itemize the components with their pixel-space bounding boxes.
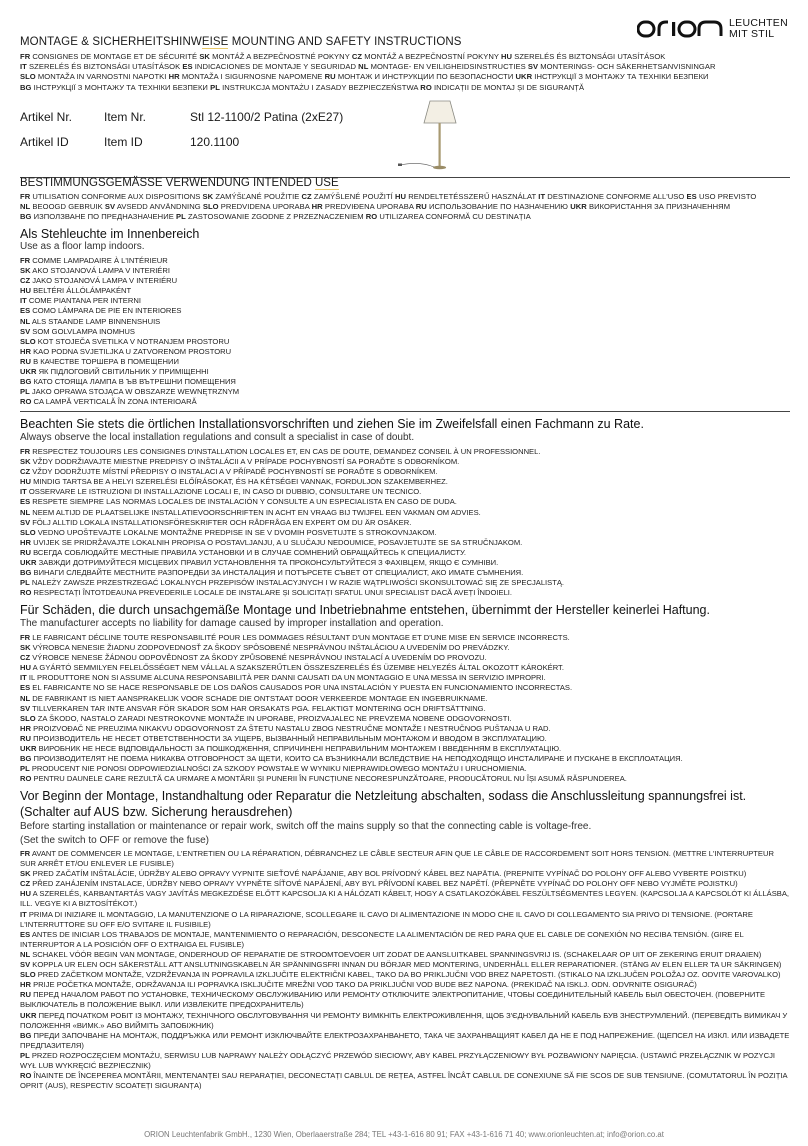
divider — [20, 411, 790, 412]
language-code: SK — [20, 869, 31, 879]
list-item — [20, 879, 790, 889]
list-item — [20, 487, 790, 497]
language-code: ES — [20, 306, 31, 316]
language-code: SK — [199, 52, 210, 61]
language-code: IT — [538, 192, 546, 201]
translation-text: DE FABRIKANT IS NIET AANSPRAKELIJK VOOR SCHADE DIE ONTSTAAT DOOR VERKEERDE MONTAGE EN INGEBRUIKNAME. — [30, 693, 488, 703]
language-code: CZ — [351, 52, 363, 61]
language-code: RU — [20, 356, 31, 366]
language-code: SV — [104, 202, 116, 212]
article-nr-label-en: Item Nr. — [104, 110, 147, 124]
translation-text: PRODUCENT NIE PONOSI ODPOWIEDZIALNOŚCI ZA SZKODY POWSTAŁE W WYNIKU NIEPRAWIDŁOWEGO MONTAŻU I URUCHOMIENIA. — [29, 764, 527, 774]
translation-text: RESPECTAȚI ÎNTOTDEAUNA PREVEDERILE LOCALE DE INSTALARE ȘI SOLICITAȚI SFATUL UNUI SPECIALIST DACĂ AVEȚI ÎNDOIELI. — [31, 588, 513, 598]
list-item — [20, 704, 790, 714]
list-item — [20, 347, 790, 357]
translation-text: A SZERELÉS, KARBANTARTÁS VAGY JAVÍTÁS MEGKEZDÉSE ELŐTT KAPCSOLJA KI A HÁLÓZATI KÁBELT, HOGY A CSATLAKOZÓKÁBEL FESZÜLTSÉGMENTES LEGYEN. (KAPCSOLJA A KAPCSOLÓT KI ÁLLÁSBA, ILL. VEGYE KI A BIZTOSÍTÉKOT.) — [20, 889, 790, 909]
language-code: HR — [168, 72, 180, 82]
list-item — [20, 889, 790, 909]
translation-text: TILLVERKAREN TAR INTE ANSVAR FÖR SKADOR SOM HAR ORSAKATS PGA. FELAKTIGT MONTERING OCH DRIFTSÄTTNING. — [30, 703, 486, 713]
list-item — [20, 518, 790, 528]
translation-text: ПРОИЗВОДИТЕЛЬ НЕ НЕСЕТ ОТВЕТСТВЕННОСТИ ЗА УЩЕРБ, ВЫЗВАННЫЙ НЕПРАВИЛЬНЫМ МОНТАЖОМ И ВВОДОМ В ЭКСПЛУАТАЦИЮ. — [30, 733, 547, 743]
translation-text: JAKO OPRAWA STOJĄCA W OBSZARZE WEWNĘTRZNYM — [29, 387, 240, 397]
list-item — [20, 950, 790, 960]
list-item — [20, 588, 790, 598]
list-item — [20, 538, 790, 548]
language-code: NL — [20, 693, 31, 703]
language-code: SK — [20, 457, 31, 467]
language-code: SLO — [20, 336, 36, 346]
language-code: HU — [20, 477, 31, 487]
language-code: HR — [20, 537, 31, 547]
list-item — [20, 910, 790, 930]
translation-text: A GYÁRTÓ SEMMILYEN FELELŐSSÉGET NEM VÁLLAL A SZAKSZERŰTLEN ÖSSZESZERELÉS ÉS ÜZEMBE HELYEZÉS ÁLTAL OKOZOTT KÁROKÉRT. — [30, 663, 564, 673]
translation-text: RESPETE SIEMPRE LAS NORMAS LOCALES DE INSTALACIÓN Y CONSULTE A UN ESPECIALISTA EN CASO DE DUDA. — [30, 497, 457, 507]
language-code: PL — [176, 212, 186, 222]
language-code: SV — [20, 960, 31, 970]
list-item — [20, 497, 790, 507]
list-item — [20, 387, 790, 397]
translation-text: RESPECTEZ TOUJOURS LES CONSIGNES D'INSTALLATION LOCALES ET, EN CAS DE DOUTE, DEMANDEZ CONSEIL À UN PROFESSIONNEL. — [30, 447, 541, 456]
language-code: ES — [20, 497, 31, 507]
list-item — [20, 377, 790, 387]
list-item — [20, 930, 790, 950]
translation-text: MONTERINGS- OCH SÄKERHETSANVISNINGAR — [538, 62, 716, 72]
translation-text: NEEM ALTIJD DE PLAATSELIJKE INSTALLATIEVOORSCHRIFTEN IN ACHT EN VRAAG BIJ TWIJFEL EEN VAKMAN OM ADVIES. — [30, 507, 481, 517]
translation-text: ANTES DE INICIAR LOS TRABAJOS DE MONTAJE, MANTENIMIENTO O REPARACIÓN, DESCONECTE LA ALIMENTACIÓN DE RED PARA QUE EL CABLE DE CONEXIÓN NO RECIBA TENSIÓN. (GIRE EL INTERRUPTOR A LA POSICIÓN OFF O EXTRAIGA EL FUSIBLE) — [20, 929, 744, 949]
language-code: HU — [20, 286, 31, 296]
language-code: UKR — [20, 367, 37, 377]
translation-text: JAKO STOJANOVÁ LAMPA V INTERIÉRU — [30, 276, 178, 286]
translation-text: ВИНАГИ СЛЕДВАЙТЕ МЕСТНИТЕ РАЗПОРЕДБИ ЗА ИНСТАЛАЦИЯ И ПОТЪРСЕТЕ СЪВЕТ ОТ СПЕЦИАЛИСТ, АКО ИМАТЕ СЪМНЕНИЯ. — [31, 568, 524, 578]
language-code: CZ — [20, 653, 31, 663]
translation-line — [20, 212, 790, 222]
list-item — [20, 633, 790, 643]
list-item — [20, 447, 790, 457]
language-code: RO — [20, 588, 32, 598]
translation-text: PREDVIDENA UPORABA — [218, 202, 312, 212]
list-item — [20, 568, 790, 578]
language-code: BG — [20, 1030, 32, 1040]
list-item — [20, 694, 790, 704]
translation-text: КАТО СТОЯЩА ЛАМПА В ЪВ ВЪТРЕШНИ ПОМЕЩЕНИЯ — [31, 377, 236, 387]
language-code: BG — [20, 568, 32, 578]
language-code: FR — [20, 256, 31, 265]
list-item — [20, 960, 790, 970]
translation-text: MONTAŽA IN VARNOSTNI NAPOTKI — [35, 72, 169, 82]
translation-text: ПЕРЕД НАЧАЛОМ РАБОТ ПО УСТАНОВКЕ, ТЕХНИЧЕСКОМУ ОБСЛУЖИВАНИЮ ИЛИ РЕМОНТУ ОТКЛЮЧИТЕ ЭЛЕКТРОПИТАНИЕ, ЧТОБЫ СОЕДИНИТЕЛЬНЫЙ КАБЕЛЬ БЫЛ ОБЕСТОЧЕН. (ПОВЕРНИТЕ ВЫКЛЮЧАТЕЛЬ В ПОЛОЖЕНИЕ ВЫКЛ. ИЛИ ИЗВЛЕКИТЕ ПРЕДОХРАНИТЕЛЬ) — [20, 990, 766, 1010]
list-item — [20, 849, 790, 869]
translation-text: PRED ZAČETKOM MONTAŽE, VZDRŽEVANJA IN POPRAVILA IZKLJUČITE ELEKTRIČNI KABEL, TAKO DA BO PRIKLJUČNI VOD BREZ NAPETOSTI. (STIKALO NA IZKLJUČEN POLOŽAJ OZ. ODVITE VAROVALKO) — [35, 970, 781, 980]
translation-text: ИСПОЛЬЗОВАНИЕ ПО НАЗНАЧЕНИЮ — [426, 202, 571, 212]
list-item — [20, 276, 790, 286]
translation-text: PRZED ROZPOCZĘCIEM MONTAŻU, SERWISU LUB NAPRAWY NALEŻY ODŁĄCZYĆ PRZEWÓD SIECIOWY, ABY KABEL PRZYŁĄCZENIOWY BYŁ POZBAWIONY NAPIĘCIA. (USTAWIĆ PRZEŁĄCZNIK W POZYCJI WYŁ LUB WYKRĘCIĆ BEZPIECZNIK) — [20, 1050, 776, 1070]
intended-use-list — [20, 256, 790, 407]
translation-text: SZERELÉS ÉS BIZTONSÁGI UTASÍTÁSOK — [26, 62, 183, 72]
language-code: SV — [527, 62, 539, 72]
translation-text: VEDNO UPOŠTEVAJTE LOKALNE MONTAŽNE PREDPISE IN SE V DVOMIH POSVETUJTE S STROKOVNJAKOM. — [35, 527, 437, 537]
translation-text: ВИРОБНИК НЕ НЕСЕ ВІДПОВІДАЛЬНОСТІ ЗА ПОШКОДЖЕННЯ, СПРИЧИНЕНІ НЕПРАВИЛЬНИМ МОНТАЖЕМ І ВВЕДЕННЯМ В ЕКСПЛУАТАЦІЮ. — [36, 744, 562, 754]
main-title: MONTAGE & SICHERHEITSHINWEISE MOUNTING AND SAFETY INSTRUCTIONS — [20, 36, 462, 48]
translation-text: COME PIANTANA PER INTERNI — [26, 296, 141, 306]
list-item — [20, 558, 790, 568]
language-code: PL — [20, 1050, 30, 1060]
language-code: PL — [20, 387, 30, 397]
translation-text: В КАЧЕСТВЕ ТОРШЕРА В ПОМЕЩЕНИИ — [30, 356, 179, 366]
translation-text: ÎNAINTE DE ÎNCEPEREA MONTĂRII, MENTENANȚEI SAU REPARAȚIEI, DECONECTAȚI CABLUL DE REȚEA, ASTFEL ÎNCÂT CABLUL DE CONEXIUNE SĂ FIE SCOS DE SUB TENSIUNE. (COMUTATORUL ÎN POZIȚIA OPRIT (AUS), RESPECTIV SCOATEȚI SIGURANȚA) — [20, 1071, 788, 1091]
language-code: RU — [20, 990, 31, 1000]
orion-logo-mark-icon — [637, 19, 723, 39]
language-code: PL — [20, 764, 30, 774]
translation-text: ZASTOSOWANIE ZGODNE Z PRZEZNACZENIEM — [185, 212, 366, 222]
language-code: HU — [501, 52, 513, 61]
language-code: FR — [20, 192, 31, 201]
article-id-value: 120.1100 — [190, 135, 240, 149]
language-code: BG — [20, 754, 32, 764]
list-item — [20, 764, 790, 774]
language-code: UKR — [20, 744, 37, 754]
language-code: UKR — [515, 72, 533, 82]
translation-text: PREDVIĐENA UPORABA — [322, 202, 416, 212]
language-code: CZ — [301, 192, 312, 201]
language-code: SLO — [20, 970, 36, 980]
translation-text: PRED ZAČATÍM INŠTALÁCIE, ÚDRŽBY ALEBO OPRAVY VYPNITE SIEŤOVÉ NAPÁJANIE, ABY BOL PRÍVODNÝ KÁBEL BEZ NAPÄTIA. (PREPNITE VYPÍNAČ DO POLOHY OFF ALEBO VYBERTE POISTKU) — [30, 869, 747, 879]
list-item — [20, 296, 790, 306]
list-item — [20, 869, 790, 879]
language-code: RO — [365, 212, 378, 222]
language-code: HR — [20, 980, 31, 990]
translation-line — [20, 52, 790, 62]
language-code: SLO — [20, 713, 36, 723]
translation-text: KOPPLA UR ELEN OCH SÄKERSTÄLL ATT ANSLUTNINGSKABELN ÄR SPÄNNINGSFRI INNAN DU BÖRJAR MED MONTERING, UNDERHÅLL ELLER REPARATIONER. (STÄNG AV ELEN ELLER TA UR SÄKRINGEN) — [30, 960, 782, 970]
article-nr-label-de: Artikel Nr. — [20, 110, 73, 124]
language-code: ES — [686, 192, 697, 201]
translation-text: UVIJEK SE PRIDRŽAVAJTE LOKALNIH PROPISA O POSTAVLJANJU, A U SLUČAJU NEDOUMICE, POSAVJETUJTE SE SA STRUČNJAKOM. — [30, 537, 523, 547]
power-list — [20, 849, 790, 1091]
translation-text: MONTAŽA I SIGURNOSNE NAPOMENE — [179, 72, 325, 82]
language-code: FR — [20, 633, 31, 642]
translation-text: CONSIGNES DE MONTAGE ET DE SÉCURITÉ — [30, 52, 200, 61]
article-id-label-en: Item ID — [104, 135, 143, 149]
translation-text: PRIMA DI INIZIARE IL MONTAGGIO, LA MANUTENZIONE O LA RIPARAZIONE, SCOLLEGARE IL CAVO DI ALIMENTAZIONE IN MODO CHE IL CAVO DI COLLEGAMENTO SIA PRIVO DI TENSIONE. (PORTARE L'INTERRUTTORE SU OFF E/O SVITARE IL FUSIBILE) — [20, 909, 753, 929]
power-heading-1: Vor Beginn der Montage, Instandhaltung oder Reparatur die Netzleitung abschalten, sodass die Anschlussleitung spannungsfrei ist. — [20, 789, 747, 803]
translation-line — [20, 192, 790, 202]
translation-text: BELTÉRI ÁLLÓLÁMPAKÉNT — [30, 286, 132, 296]
list-item — [20, 266, 790, 276]
translation-text: PROIZVOĐAČ NE PREUZIMA NIKAKVU ODGOVORNOST ZA ŠTETU NASTALU ZBOG NESTRUČNE MONTAŽE I NESTRUČNOG PUŠTANJA U RAD. — [30, 723, 551, 733]
translation-line — [20, 202, 790, 212]
regulations-subheading: Always observe the local installation regulations and consult a specialist in case of doubt. — [20, 432, 415, 443]
list-item — [20, 653, 790, 663]
translation-text: VÝROBCA NENESIE ŽIADNU ZODPOVEDNOSŤ ZA ŠKODY SPÔSOBENÉ NESPRÁVNOU INŠTALÁCIOU A UVEDENÍM DO PREVÁDZKY. — [30, 643, 510, 653]
translation-text: MINDIG TARTSA BE A HELYI SZERELÉSI ELŐÍRÁSOKAT, ÉS HA KÉTSÉGEI VANNAK, FORDULJON SZAKEMBERHEZ. — [30, 477, 448, 487]
language-code: RO — [20, 774, 32, 784]
language-code: NL — [20, 316, 31, 326]
language-code: NL — [358, 62, 369, 72]
language-code: IT — [20, 909, 27, 919]
list-item — [20, 1031, 790, 1051]
list-item — [20, 286, 790, 296]
liability-list — [20, 633, 790, 784]
translation-text: ИЗПОЛЗВАНЕ ПО ПРЕДНАЗНАЧЕНИЕ — [31, 212, 176, 222]
language-code: HU — [20, 663, 31, 673]
translation-text: KAO PODNA SVJETILJKA U ZATVORENOM PROSTORU — [30, 346, 232, 356]
language-code: SV — [20, 517, 31, 527]
translation-text: ВИКОРИСТАННЯ ЗА ПРИЗНАЧЕННЯМ — [586, 202, 731, 212]
list-item — [20, 317, 790, 327]
orion-logo — [637, 18, 788, 40]
list-item — [20, 663, 790, 673]
intended-use-heading: Als Stehleuchte im Innenbereich — [20, 227, 200, 241]
regulations-heading: Beachten Sie stets die örtlichen Installationsvorschriften und ziehen Sie im Zweifelsfall einen Fachmann zu Rate. — [20, 417, 644, 431]
translation-text: USO PREVISTO — [696, 192, 757, 201]
list-item — [20, 337, 790, 347]
list-item — [20, 643, 790, 653]
language-code: BG — [20, 82, 32, 92]
language-code: RO — [20, 1071, 32, 1081]
language-code: HU — [20, 889, 31, 899]
list-item — [20, 306, 790, 316]
translation-text: FÖLJ ALLTID LOKALA INSTALLATIONSFÖRESKRIFTER OCH RÅDFRÅGA EN EXPERT OM DU ÄR OSÄKER. — [30, 517, 412, 527]
translation-text: COMME LAMPADAIRE À L'INTÉRIEUR — [30, 256, 168, 265]
list-item — [20, 734, 790, 744]
language-code: PL — [210, 82, 220, 92]
translation-text: COMO LÁMPARA DE PIE EN INTERIORES — [30, 306, 182, 316]
translation-text: ВСЕГДА СОБЛЮДАЙТЕ МЕСТНЫЕ ПРАВИЛА УСТАНОВКИ И В СЛУЧАЕ СОМНЕНИЙ ОБРАЩАЙТЕСЬ К СПЕЦИАЛИСТУ. — [30, 547, 466, 557]
language-code: NL — [20, 202, 31, 212]
language-code: SV — [20, 326, 31, 336]
language-code: FR — [20, 447, 31, 456]
language-code: NL — [20, 949, 31, 959]
language-code: HR — [20, 723, 31, 733]
translation-text: PENTRU DAUNELE CARE REZULTĂ CA URMARE A MONTĂRII ȘI PUNERII ÎN FUNCȚIUNE NECORESPUNZĂTOARE, PRODUCĂTORUL NU ÎȘI ASUMĂ RĂSPUNDEREA. — [31, 774, 627, 784]
list-item — [20, 528, 790, 538]
translation-text: DESTINAZIONE CONFORME ALL'USO — [545, 192, 687, 201]
translation-text: ІНСТРУКЦІЇ З МОНТАЖУ ТА ТЕХНІКИ БЕЗПЕКИ — [532, 72, 709, 82]
language-code: CZ — [20, 467, 31, 477]
translation-text: MONTÁŽ A BEZPEČNOSTNÍ POKYNY — [362, 52, 501, 61]
language-code: RO — [20, 397, 32, 407]
translation-text: ПРЕДИ ЗАПОЧВАНЕ НА МОНТАЖ, ПОДДРЪЖКА ИЛИ РЕМОНТ ИЗКЛЮЧВАЙТЕ ЕЛЕКТРОЗАХРАНВАНЕТО, ТАКА ЧЕ ЗАХРАНВАЩИЯТ КАБЕЛ ДА НЕ Е ПОД НАПРЕЖЕНИЕ. (ЩЕПСЕЛ НА ИЗКЛ. ИЛИ ИЗВАДЕТЕ ПРЕДПАЗИТЕЛЯ) — [20, 1030, 790, 1050]
translation-text: SZERELÉS ÉS BIZTONSÁGI UTASÍTÁSOK — [512, 52, 666, 61]
language-code: RU — [20, 733, 31, 743]
floor-lamp-icon — [390, 99, 460, 171]
intended-use-translations — [20, 192, 790, 223]
language-code: RU — [415, 202, 427, 212]
footer-contact: ORION Leuchtenfabrik GmbH., 1230 Wien, Oberlaaerstraße 284; TEL +43-1-616 80 91; FAX +43-1-616 71 40; www.orionleuchten.at; info@orion.co.at — [144, 1130, 664, 1139]
translation-text: VŽDY DODRŽIAVAJTE MIESTNE PREDPISY O INŠTALÁCII A V PRÍPADE POCHYBNOSTÍ SA PORAĎTE S ODBORNÍKOM. — [30, 457, 460, 467]
language-code: HU — [394, 192, 407, 201]
list-item — [20, 397, 790, 407]
language-code: SLO — [20, 527, 36, 537]
translation-text: SCHAKEL VÓÓR BEGIN VAN MONTAGE, ONDERHOUD OF REPARATIE DE STROOMTOEVOER UIT ZODAT DE AANSLUITKABEL SPANNINGSVRIJ IS. (SCHAKELAAR OP UIT OF ZEKERING ERUIT DRAAIEN) — [30, 949, 762, 959]
title-translations — [20, 52, 790, 93]
list-item — [20, 714, 790, 724]
translation-text: VŽDY DODRŽUJTE MÍSTNÍ PŘEDPISY O INSTALACI A V PŘÍPADĚ POCHYBNOSTÍ SE PORAĎTE S ODBORNÍKEM. — [30, 467, 438, 477]
translation-text: BEOOGD GEBRUIK — [30, 202, 105, 212]
language-code: ES — [20, 683, 31, 693]
translation-text: MONTÁŽ A BEZPEČNOSTNÉ POKYNY — [209, 52, 352, 61]
translation-text: INSTRUKCJA MONTAŻU I ZASADY BEZPIECZEŃSTWA — [219, 82, 421, 92]
translation-text: AVSEDD ANVÄNDNING — [115, 202, 203, 212]
language-code: SLO — [20, 72, 36, 82]
translation-text: IL PRODUTTORE NON SI ASSUME ALCUNA RESPONSABILITÀ PER DANNI CAUSATI DA UN MONTAGGIO E UNA MESSA IN SERVIZIO IMPROPRI. — [26, 673, 546, 683]
translation-text: МОНТАЖ И ИНСТРУКЦИИ ПО БЕЗОПАСНОСТИ — [335, 72, 516, 82]
translation-text: ЯК ПІДЛОГОВИЙ СВІТИЛЬНИК У ПРИМІЩЕННІ — [36, 367, 209, 377]
language-code: HR — [311, 202, 323, 212]
translation-text: ZA ŠKODO, NASTALO ZARADI NESTROKOVNE MONTAŽE IN UPORABE, PROIZVAJALEC NE PREVZEMA NOBENE ODGOVORNOSTI. — [35, 713, 512, 723]
translation-text: ПРОИЗВОДИТЕЛЯТ НЕ ПОЕМА НИКАКВА ОТГОВОРНОСТ ЗА ЩЕТИ, КОИТО СА ВЪЗНИКНАЛИ ВСЛЕДСТВИЕ НА НЕПОДХОДЯЩО ИНСТАЛИРАНЕ И ПУСКАНЕ В ЕКСПЛОАТАЦИЯ. — [31, 754, 683, 764]
list-item — [20, 548, 790, 558]
language-code: HR — [20, 346, 31, 356]
translation-text: VÝROBCE NENESE ŽÁDNOU ODPOVĚDNOST ZA ŠKODY ZPŮSOBENÉ NESPRÁVNOU INSTALACÍ A UVEDENÍM DO PROVOZU. — [30, 653, 487, 663]
translation-text: INDICACIONES DE MONTAJE Y SEGURIDAD — [192, 62, 359, 72]
list-item — [20, 367, 790, 377]
language-code: CZ — [20, 879, 31, 889]
language-code: SK — [202, 192, 214, 201]
power-subheading-1: Before starting installation or maintenance or repair work, switch off the mains supply so that the connecting cable is voltage-free. — [20, 821, 592, 832]
list-item — [20, 477, 790, 487]
translation-text: ЗАВЖДИ ДОТРИМУЙТЕСЯ МІСЦЕВИХ ПРАВИЛ УСТАНОВЛЕННЯ ТА ПРОКОНСУЛЬТУЙТЕСЯ З ФАХІВЦЕМ, ЯКЩО Є СУМНІВИ. — [36, 558, 499, 568]
translation-text: ІНСТРУКЦІЇ З МОНТАЖУ ТА ТЕХНІКИ БЕЗПЕКИ — [31, 82, 211, 92]
list-item — [20, 578, 790, 588]
language-code: RO — [420, 82, 432, 92]
list-item — [20, 744, 790, 754]
language-code: BG — [20, 377, 32, 387]
translation-text: UTILISATION CONFORME AUX DISPOSITIONS — [30, 192, 203, 201]
liability-heading: Für Schäden, die durch unsachgemäße Montage und Inbetriebnahme entstehen, übernimmt der Hersteller keinerlei Haftung. — [20, 603, 710, 617]
language-code: BG — [20, 212, 32, 222]
translation-text: AKO STOJANOVÁ LAMPA V INTERIÉRI — [30, 266, 170, 276]
language-code: CZ — [20, 276, 31, 286]
power-subheading-2: (Set the switch to OFF or remove the fuse) — [20, 835, 209, 846]
language-code: IT — [20, 673, 27, 683]
intended-use-subheading: Use as a floor lamp indoors. — [20, 241, 145, 252]
translation-text: OSSERVARE LE ISTRUZIONI DI INSTALLAZIONE LOCALI E, IN CASO DI DUBBIO, CONSULTARE UN TECNICO. — [26, 487, 422, 497]
translation-text: ALS STAANDE LAMP BINNENSHUIS — [30, 316, 161, 326]
translation-text: INDICAȚII DE MONTAJ ȘI DE SIGURANȚĂ — [431, 82, 585, 92]
power-heading-2: (Schalter auf AUS bzw. Sicherung herausdrehen) — [20, 805, 293, 819]
regulations-list — [20, 447, 790, 598]
language-code: PL — [20, 578, 30, 588]
translation-text: ZAMÝŠĽANÉ POUŽITIE — [213, 192, 302, 201]
language-code: SV — [20, 703, 31, 713]
translation-text: LE FABRICANT DÉCLINE TOUTE RESPONSABILITÉ POUR LES DOMMAGES RÉSULTANT D'UN MONTAGE ET D'UNE MISE EN SERVICE INCORRECTS. — [30, 633, 570, 642]
list-item — [20, 457, 790, 467]
language-code: FR — [20, 52, 31, 61]
article-nr-value: Stl 12-1100/2 Patina (2xE27) — [190, 110, 344, 124]
language-code: SK — [20, 266, 31, 276]
list-item — [20, 724, 790, 734]
list-item — [20, 1071, 790, 1091]
language-code: UKR — [20, 558, 37, 568]
list-item — [20, 990, 790, 1010]
logo-line-2: MIT STIL — [729, 28, 775, 40]
list-item — [20, 256, 790, 266]
translation-line — [20, 72, 790, 82]
translation-text: PŘED ZAHÁJENÍM INSTALACE, ÚDRŽBY NEBO OPRAVY VYPNĚTE SÍŤOVÉ NAPÁJENÍ, ABY BYL PŘÍVODNÍ KABEL BEZ NAPĚTÍ. (PŘEPNĚTE VYPÍNAČ DO POLOHY OFF NEBO VYJMĚTE POJISTKU) — [30, 879, 738, 889]
liability-subheading: The manufacturer accepts no liability for damage caused by improper installation and operation. — [20, 618, 444, 629]
list-item — [20, 467, 790, 477]
list-item — [20, 1051, 790, 1071]
list-item — [20, 1011, 790, 1031]
translation-text: EL FABRICANTE NO SE HACE RESPONSABLE DE LOS DAÑOS CAUSADOS POR UNA INSTALACIÓN Y PUESTA EN FUNCIONAMIENTO INCORRECTAS. — [30, 683, 573, 693]
translation-text: AVANT DE COMMENCER LE MONTAGE, L'ENTRETIEN OU LA RÉPARATION, DÉBRANCHEZ LE CÂBLE SECTEUR AFIN QUE LE CÂBLE DE RACCORDEMENT SOIT HORS TENSION. (METTRE L'INTERRUPTEUR SUR ARRÊT ET/OU ENLEVER LE FUSIBLE) — [20, 849, 774, 869]
language-code: IT — [20, 296, 27, 306]
list-item — [20, 970, 790, 980]
language-code: IT — [20, 62, 27, 72]
translation-text: ПЕРЕД ПОЧАТКОМ РОБІТ ІЗ МОНТАЖУ, ТЕХНІЧНОГО ОБСЛУГОВУВАННЯ ЧИ РЕМОНТУ ВИМКНІТЬ ЕЛЕКТРОЖИВЛЕННЯ, ЩОБ З'ЄДНУВАЛЬНИЙ КАБЕЛЬ БУВ ЗНЕСТРУМЛЕНИЙ. (ПЕРЕВЕДІТЬ ВИМИКАЧ У ПОЛОЖЕННЯ «ВИМК.» АБО ВИЙМІТЬ ЗАПОБІЖНИК) — [20, 1010, 788, 1030]
translation-text: ZAMÝŠLENÉ POUŽITÍ — [311, 192, 395, 201]
logo-line-1: LEUCHTEN — [729, 17, 788, 29]
language-code: UKR — [570, 202, 587, 212]
language-code: SLO — [202, 202, 219, 212]
language-code: FR — [20, 849, 31, 858]
translation-text: MONTAGE- EN VEILIGHEIDSINSTRUCTIES — [368, 62, 528, 72]
list-item — [20, 774, 790, 784]
translation-line — [20, 83, 790, 93]
translation-text: RENDELTETÉSSZERŰ HASZNÁLAT — [406, 192, 539, 201]
list-item — [20, 508, 790, 518]
translation-text: CA LAMPĂ VERTICALĂ ÎN ZONA INTERIOARĂ — [31, 397, 197, 407]
list-item — [20, 754, 790, 764]
translation-text: KOT STOJEČA SVETILKA V NOTRANJEM PROSTORU — [35, 336, 230, 346]
language-code: ES — [20, 929, 31, 939]
list-item — [20, 683, 790, 693]
translation-text: NALEŻY ZAWSZE PRZESTRZEGAĆ LOKALNYCH PRZEPISÓW INSTALACYJNYCH I W RAZIE WĄTPLIWOŚCI SKONSULTOWAĆ SIĘ ZE SPECJALISTĄ. — [29, 578, 565, 588]
translation-text: PRIJE POČETKA MONTAŽE, ODRŽAVANJA ILI POPRAVKA ISKLJUČITE MREŽNI VOD TAKO DA PRIKLJUČNI VOD BUDE BEZ NAPONA. (PREKIDAČ NA ISKLJ. ODN. ODVRNITE OSIGURAČ) — [30, 980, 697, 990]
list-item — [20, 980, 790, 990]
list-item — [20, 327, 790, 337]
list-item — [20, 357, 790, 367]
language-code: SK — [20, 643, 31, 653]
language-code: UKR — [20, 1010, 37, 1020]
language-code: ES — [182, 62, 193, 72]
language-code: RU — [20, 547, 31, 557]
translation-text: UTILIZAREA CONFORMĂ CU DESTINAȚIA — [377, 212, 531, 222]
translation-line — [20, 62, 790, 72]
language-code: RU — [324, 72, 336, 82]
language-code: IT — [20, 487, 27, 497]
translation-text: SOM GOLVLAMPA INOMHUS — [30, 326, 135, 336]
article-id-label-de: Artikel ID — [20, 135, 69, 149]
language-code: NL — [20, 507, 31, 517]
list-item — [20, 673, 790, 683]
intended-use-title: BESTIMMUNGSGEMÄSSE VERWENDUNG INTENDED USE — [20, 177, 339, 189]
